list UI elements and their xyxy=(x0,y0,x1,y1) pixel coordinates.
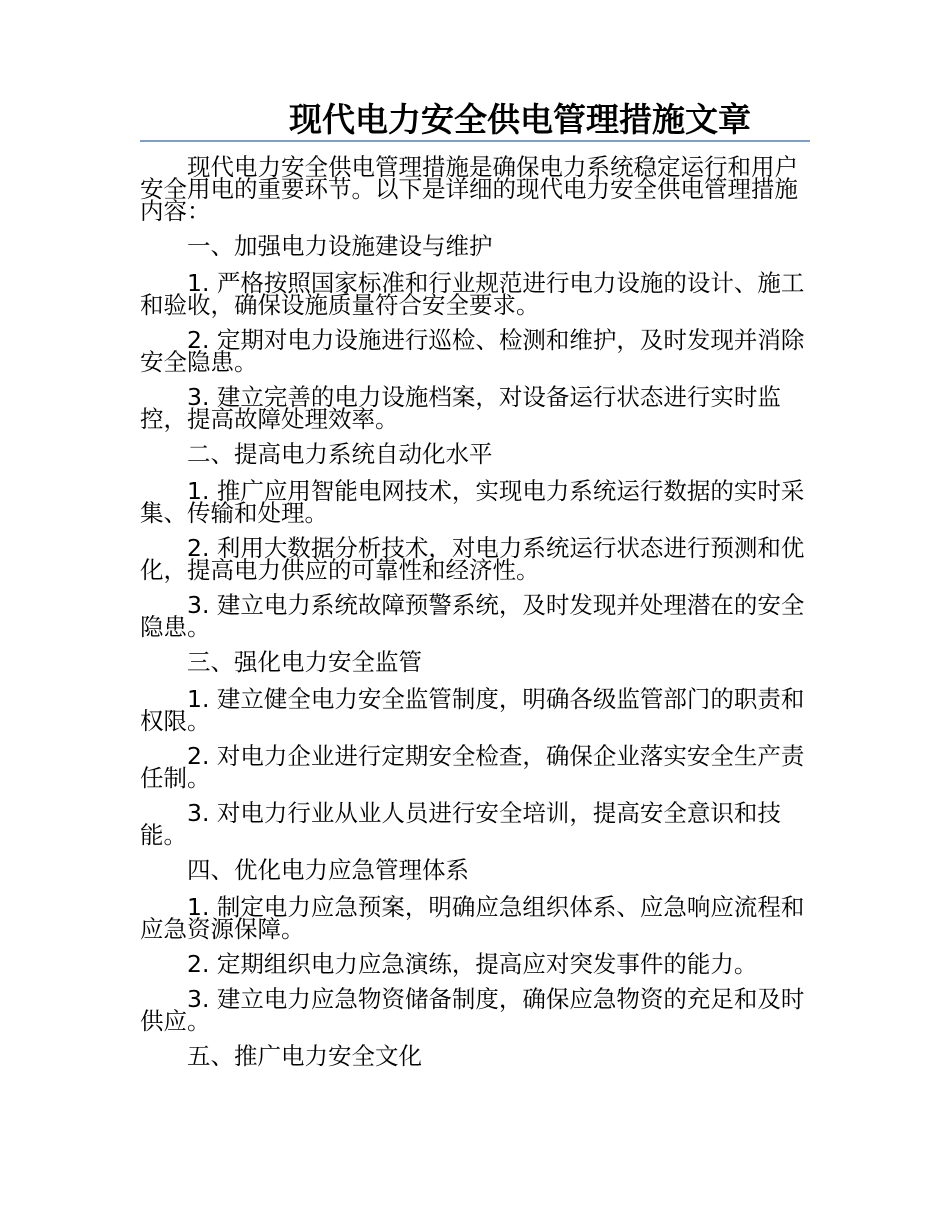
section-heading-4: 四、优化电力应急管理体系 xyxy=(187,856,469,884)
section-heading-1: 一、加强电力设施建设与维护 xyxy=(187,232,493,260)
section-heading-5: 五、推广电力安全文化 xyxy=(187,1042,422,1070)
section-4-item-1: 1. 制定电力应急预案，明确应急组织体系、应急响应流程和应急资源保障。 xyxy=(140,893,805,943)
section-2-item-3: 3. 建立电力系统故障预警系统，及时发现并处理潜在的安全隐患。 xyxy=(140,591,805,641)
section-2-item-1: 1. 推广应用智能电网技术，实现电力系统运行数据的实时采集、传输和处理。 xyxy=(140,477,805,527)
section-1-item-3: 3. 建立完善的电力设施档案，对设备运行状态进行实时监控，提高故障处理效率。 xyxy=(140,383,781,433)
section-4-item-2: 2. 定期组织电力应急演练，提高应对突发事件的能力。 xyxy=(187,950,758,978)
document-body xyxy=(140,153,810,1070)
section-1-item-2: 2. 定期对电力设施进行巡检、检测和维护，及时发现并消除安全隐患。 xyxy=(140,326,805,376)
section-4-item-3: 3. 建立电力应急物资储备制度，确保应急物资的充足和及时供应。 xyxy=(140,985,805,1035)
section-3-item-1: 1. 建立健全电力安全监管制度，明确各级监管部门的职责和权限。 xyxy=(140,685,805,735)
section-heading-3: 三、强化电力安全监管 xyxy=(187,648,422,676)
section-2-item-2: 2. 利用大数据分析技术，对电力系统运行状态进行预测和优化，提高电力供应的可靠性和经济性。 xyxy=(140,534,805,584)
document-title: 现代电力安全供电管理措施文章 xyxy=(140,100,810,142)
document-page xyxy=(140,100,810,1082)
intro-paragraph: 现代电力安全供电管理措施是确保电力系统稳定运行和用户安全用电的重要环节。以下是详细的现代电力安全供电管理措施内容： xyxy=(140,153,798,225)
section-heading-2: 二、提高电力系统自动化水平 xyxy=(187,440,493,468)
section-1-item-1: 1. 严格按照国家标准和行业规范进行电力设施的设计、施工和验收，确保设施质量符合安全要求。 xyxy=(140,269,805,319)
section-3-item-2: 2. 对电力企业进行定期安全检查，确保企业落实安全生产责任制。 xyxy=(140,742,805,792)
section-3-item-3: 3. 对电力行业从业人员进行安全培训，提高安全意识和技能。 xyxy=(140,799,781,849)
